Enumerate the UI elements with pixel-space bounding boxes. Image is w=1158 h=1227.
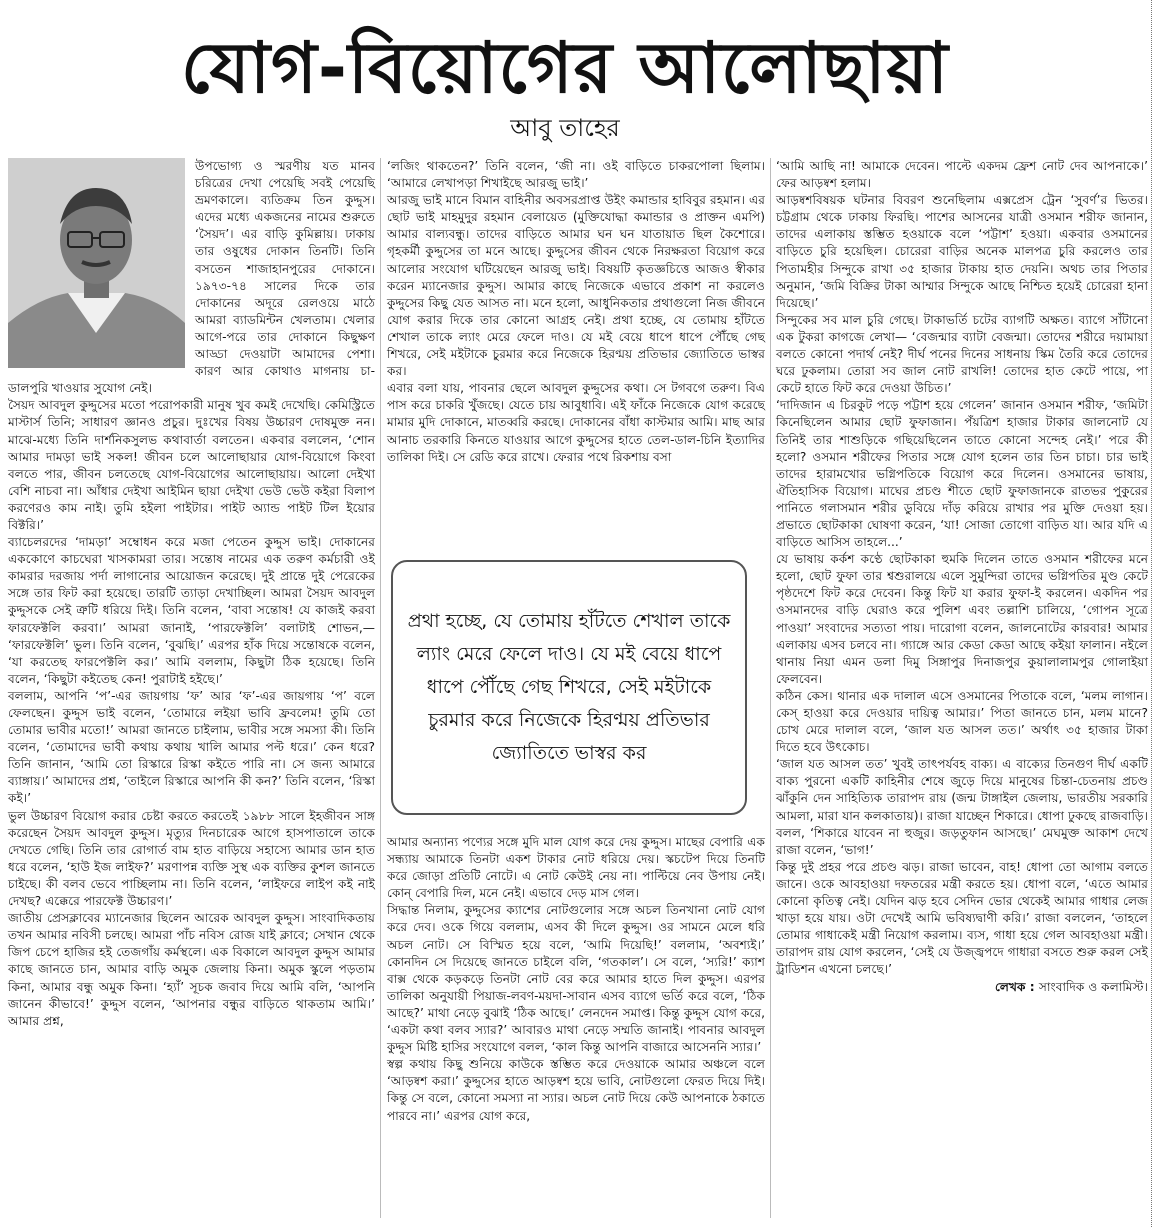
article-column-2-continued: [387, 834, 765, 1125]
paragraph: বললাম, আপনি ‘প’-এর জায়গায় ‘ফ’ আর ‘ফ’-এর জায়গায় ‘প’ বলে ফেলছেন। কুদ্দুস ভাই বলেন, ‘তোমারে লইয়া ভাবি ফ্রবলেম! তুমি তো তোমার ভাবীর মতো!’ আমরা জানতে চাইলাম, ভাবীর সঙ্গে সমস্যা কী। তিনি বলেন, ‘তোমাদের ভাবী কথায় কথায় খালি আমার পল্ট ধরে।’ কেন ধরে? তিনি জানান, ‘আমি তো রিস্কারে রিস্কা কইতে পারি না। সে জন্য আমারে ব্যাঙ্গায়।’ আমাদের প্রশ্ন, ‘তাইলে রিস্কারে আপনি কী কন?’ তিনি বলেন, ‘রিস্কা কই।’: [8, 688, 375, 806]
paragraph: কঠিন কেস। থানার এক দালাল এসে ওসমানের পিতাকে বলে, ‘মলম লাগান। কেস্ হাওয়া করে দেওয়ার দায়িত্ব আমার।’ পিতা জানতে চান, মলম মানে? চোখ মেরে দালাল বলে, ‘জাল যত আসল তত।’ অর্থাৎ ৩৫ হাজার টাকা দিতে হবে উৎকোচ।: [776, 688, 1148, 755]
author-portrait-icon: [8, 158, 185, 368]
headline: যোগ-বিয়োগের আলোছায়া: [181, 27, 949, 109]
article-column-1: [8, 158, 375, 1030]
article-column-3: [776, 158, 1148, 996]
paragraph: আমার অন্যান্য পণ্যের সঙ্গে মুদি মাল যোগ করে দেয় কুদ্দুস। মাছের বেপারি এক সন্ধ্যায় আমাকে তিনটা একশ টাকার নোট ধরিয়ে দেয়। স্কচটেপ দিয়ে তিনটি করে জোড়া প্রতিটি নোটে। এ নোট কেউই নেয় না। পাল্টিয়ে নেব উপায় নেই। কোন্ বেপারি দিল, মনে নেই। এভাবে দেড় মাস গেল।: [387, 835, 765, 901]
paragraph: ‘জাল যত আসল তত’ খুবই তাৎপর্যবহ বাক্য। এ বাক্যের তিনগুণ দীর্ঘ একটি বাক্য পুরনো একটি কাহিনীর শেষে জুড়ে দিয়ে মানুষের চিন্তা-চেতনায় প্রচণ্ড ঝাঁকুনি দেন সাহিত্যিক তারাপদ রায় (জন্ম টাঙ্গাইল জেলায়, ভারতীয় সরকারি আমলা, মারা যান কলকাতায়)। রাজা যাচ্ছেন শিকারে। ধোপা ঢুকছে রাজবাড়ি। বলল, ‘শিকারে যাবেন না হুজুর। জড়তুফান আসছে।’ মেঘমুক্ত আকাশ দেখে রাজা বলেন, ‘ভাগ!’: [776, 757, 1148, 857]
paragraph: আরজু ভাই মানে বিমান বাহিনীর অবসরপ্রাপ্ত উইং কমান্ডার হাবিবুর রহমান। এর ছোট ভাই মাহমুদুর রহমান বেলায়েত (মুক্তিযোদ্ধা কমান্ডার ও প্রাক্তন এমপি) আমার বাল্যবন্ধু। তাদের বাড়িতে আমার ঘন ঘন যাতায়াত ছিল কৈশোরে। গৃহকর্মী কুদ্দুসের তা মনে আছে। কুদ্দুসের জীবন থেকে নিরক্ষরতা বিয়োগ করে আলোর সংযোগ ঘটিয়েছেন আরজু ভাই। বিষয়টি কৃতজ্ঞচিত্তে আজও স্বীকার করেন ম্যানেজার কুদ্দুস। আমার কাছে নিজেকে এভাবে প্রকাশ না করলেও কুদ্দুসের কিছু যেত আসত না। মনে হলো, আধুনিকতার প্রথাগুলো নিজ জীবনে যোগ করার দিকে তার কোনো আগ্রহ নেই। প্রথা হচ্ছে, যে তোমায় হাঁটতে শেখাল তাকে ল্যাং মেরে ফেলে দাও। যে মই বেয়ে ধাপে ধাপে পৌঁছে গেছ শিখরে, সেই মইটাকে চুরমার করে নিজেকে হিরণ্ময় প্রতিভার জ্যোতিতে ভাস্বর কর।: [387, 193, 765, 379]
author-note-value: সাংবাদিক ও কলামিস্ট।: [1038, 979, 1148, 994]
pull-quote-text: প্রথা হচ্ছে, যে তোমায় হাঁটতে শেখাল তাকে ল্যাং মেরে ফেলে দাও। যে মই বেয়ে ধাপে ধাপে পৌঁছে গেছ শিখরে, সেই মইটাকে চুরমার করে নিজেকে হিরণ্ময় প্রতিভার জ্যোতিতে ভাস্বর কর: [407, 610, 731, 764]
paragraph: সিদ্ধান্ত নিলাম, কুদ্দুসের ক্যাশের নোটগুলোর সঙ্গে অচল তিনখানা নোট যোগ করে দেব। ওকে গিয়ে বললাম, এসব কী দিলে কুদ্দুস। ওর সামনে মেলে ধরি অচল নোট। সে বিস্মিত হয়ে বলে, ‘আমি দিয়েছি!’ বললাম, ‘অবশ্যই।’ কোনদিন সে দিয়েছে জানতে চাইলে বলি, ‘গতকাল’। সে বলে, ‘স্যরি!’ ক্যাশ বাক্স থেকে কড়কড়ে তিনটা নোট বের করে আমার হাতে দিল কুদ্দুস। এরপর তালিকা অনুযায়ী পিয়াজ-লবণ-ময়দা-সাবান এসব ব্যাগে ভর্তি করে বলে, ‘ঠিক আছে?’ মাথা নেড়ে বুঝাই ‘ঠিক আছে।’ লেনদেন সমাপ্ত। কিন্তু কুদ্দুস যোগ করে, ‘একটা কথা বলব স্যার?’ আবারও মাথা নেড়ে সম্মতি জানাই। পাবনার আবদুল কুদ্দুস মিষ্টি হাসির সংযোগে বলল, ‘কাল কিন্তু আপনি বাজারে আসেননি স্যার।’: [387, 903, 765, 1055]
paragraph: সৈয়দ আবদুল কুদ্দুসের মতো পরোপকারী মানুষ খুব কমই দেখেছি। কেমিস্ট্রিতে মাস্টার্স তিনি; সাধারণ জ্ঞানও প্রচুর। দুঃখের বিষয় উচ্চারণ দোষমুক্ত নন। মাঝে-মধ্যে তিনি দার্শনিকসুলভ কথাবার্তা বলতেন। একবার বললেন, ‘শোন আমার দামড়া ভাই সকল! জীবন চলে আলোছায়ার যোগ-বিয়োগে কিংবা বলতে পার, জীবন চলতেছে যোগ-বিয়োগের আলোছায়ায়। আলো দেইখা বেশি নাচবা না। আঁধার দেইখা আইমিন ছায়া দেইখা ভেউ ভেউ কইরা বিলাপ করণেরও কাম নাই। তুমি হইলা পাইটার। পাইট অ্যান্ড পাইট টিল ইয়োর বিক্টরি।’: [8, 398, 375, 532]
author-note-label: লেখক :: [994, 979, 1035, 994]
column-rule: [380, 158, 381, 1218]
article-column-2: [387, 158, 765, 466]
page-dotted-border: [1151, 0, 1152, 1227]
paragraph: জাতীয় প্রেসক্লাবের ম্যানেজার ছিলেন আরেক আবদুল কুদ্দুস। সাংবাদিকতায় তখন আমার নবিসী চলছে। আমরা পাঁচ নবিস রোজ যাই ক্লাবে; সেখান থেকে জিপ চেপে হাজির হই তেজগাঁয় কর্মস্থলে। এক বিকালে আবদুল কুদ্দুস আমার কাছে জানতে চান, আমার বাড়ি অমুক জেলায় কিনা। অমুক স্কুলে পড়তাম কিনা, আমার বন্ধু অমুক কিনা। ‘হ্যাঁ’ সূচক জবাব দিয়ে আমি বলি, ‘আপনি জানেন কীভাবে!’ কুদ্দুস বলেন, ‘আপনার বন্ধুর বাড়িতে থাকতাম আমি।’ আমার প্রশ্ন,: [8, 911, 375, 1028]
author-note: [776, 979, 1148, 996]
pull-quote-box: [391, 560, 747, 815]
paragraph: সিন্দুকের সব মাল চুরি গেছে। টাকাভর্তি চটের ব্যাগটি অক্ষত। ব্যাগে সাঁটানো এক টুকরা কাগজে লেখা— ‘বেজন্মার ব্যাটা বেজন্মা। তোদের শরীরে দয়ামায়া বলতে কোনো পদার্থ নেই? দীর্ঘ পনের দিনের সাধনায় স্কিম তৈরি করে তোদের ঘরে ঢুকলাম। তোরা সব জাল নোট রাখলি! তোদের হাত কেটে পায়ে, পা কেটে হাতে ফিট করে দেওয়া উচিত।’: [776, 312, 1148, 396]
paragraph: উপভোগ্য ও স্মরণীয় যত মানব চরিত্রের দেখা পেয়েছি সবই পেয়েছি ভ্রমণকালে। ব্যতিক্রম তিন কুদ্দুস। এদের মধ্যে একজনের নামের শুরুতে ‘সৈয়দ’। এর বাড়ি কুমিল্লায়। ঢাকায় তার ওষুধের দোকান তিনটি। তিনি বসতেন শাজাহানপুরের দোকানে। ১৯৭৩-৭৪ সালের দিকে তার দোকানের অদূরে রেলওয়ে মাঠে আমরা ব্যাডমিন্টন খেলতাম। খেলার আগে-পরে তার দোকানে কিছুক্ষণ আড্ডা দেওয়াটা আমাদের পেশা। কারণ আর কোথাও মাগনায় চা-ডালপুরি খাওয়ার সুযোগ নেই।: [8, 159, 375, 396]
byline: আবু তাহের: [510, 114, 620, 142]
paragraph: আড়ষ্বশবিষয়ক ঘটনার বিবরণ শুনেছিলাম এক্সপ্রেস ট্রেন ‘সুবর্ণ’র ভিতর। চট্টগ্রাম থেকে ঢাকায় ফিরছি। পাশের আসনের যাত্রী ওসমান শরীফ জানান, তাদের এলাকায় স্তম্ভিত হওয়াকে বলে ‘পট্টাশ’ হওয়া। একবার ওসমানের বাড়িতে চুরি হয়েছিল। চোরেরা বাড়ির অনেক মালপত্র চুরি করলেও তার পিতামহীর সিন্দুকে রাখা ৩৫ হাজার টাকায় হাত দেয়নি। অথচ তার পিতার অনুমান, ‘জমি বিক্রির টাকা আম্মার সিন্দুকে আছে নিশ্চিত হয়েই চোরেরা হানা দিয়েছে।’: [776, 193, 1148, 310]
paragraph: ব্যাচেলরদের ‘দামড়া’ সম্বোধন করে মজা পেতেন কুদ্দুস ভাই। দোকানের এককোণে কাচঘেরা খাসকামরা তার। সন্তোষ নামের এক তরুণ কর্মচারী ওই কামরার দরজায় পর্দা লাগানোর আয়োজন করেছে। দুই প্রান্তে দুই পেরেকের সঙ্গে তার ফিট করা হয়েছে। তারটি ত্যাড়া দেখাচ্ছিল। আমরা সৈয়দ আবদুল কুদ্দুসকে সেই ত্রুটি ধরিয়ে দিই। তিনি বলেন, ‘বাবা সন্তোষ! যে কাজই করবা ফারফেক্টলি করবা।’ আমরা জানাই, ‘পারফেক্টলি’ বলাটাই শোভন,— ‘ফারফেক্টলি’ ভুল। তিনি বলেন, ‘বুঝছি।’ এরপর হাঁক দিয়ে সন্তোষকে বলেন, ‘যা করতেছ ফারপেক্টলি কর।’ আমি বললাম, কিছুটা ঠিক হয়েছে। তিনি বলেন, ‘কিছুটা কইতেছ কেন! পুরাটাই হইছে।’: [8, 535, 375, 686]
paragraph: যে ভাষায় কর্কশ কণ্ঠে ছোটকাকা হুমকি দিলেন তাতে ওসমান শরীফের মনে হলো, ছোট ফুফা তার শ্বশুরালয়ে এলে সুমুন্দিরা তাদের ভগ্নিপতির মুণ্ড কেটে পৃষ্ঠদেশে ফিট করে দেবেন। কিন্তু ফিট যা করার ফুফা-ই করলেন। একদিন পর ওসমানদের বাড়ি ঘেরাও করে পুলিশ এবং তল্লাশি চালিয়ে, ‘গোপন সূত্রে পাওয়া’ সংবাদের সত্যতা পায়। দারোগা বলেন, জালনোটের কারবার! আমার এলাকায় এসব চলবে না। গ্যাঙ্গে আর কেডা কেডা আছে কইয়া ফালান। নইলে থানায় নিয়া এমন ডলা দিমু সিঙ্গাপুর দিনাজপুর কুয়ালালামপুর গোলাইয়া ফেলবেন।: [776, 552, 1148, 686]
paragraph: ‘দাদিজান এ চিরকুট পড়ে পট্টাশ হয়ে গেলেন’ জানান ওসমান শরীফ, ‘জমিটা কিনেছিলেন আমার ছোট ফুফাজান। পঁয়ত্রিশ হাজার টাকার জালনোট যে তিনিই তার শাশুড়িকে গছিয়েছিলেন তাতে কোনো সন্দেহ নেই।’ পরে কী হলো? ওসমান শরীফের পিতার সঙ্গে যোগ হলেন তার তিন চাচা। চার ভাই তাদের হারামখোর ভগ্নিপতিকে বিয়োগ করে দিলেন। ওসমানের ভাষায়, ঐতিহাসিক বিয়োগ। মাঘের প্রচণ্ড শীতে ছোট ফুফাজানকে রাতভর পুকুরের পানিতে গলাসমান শরীর ডুবিয়ে দাঁড় করিয়ে রাখার পর মুক্তি দেওয়া হয়। প্রভাতে ছোটকাকা ঘোষণা করেন, ‘যা! সোজা তোগো বাড়িত যা। আর যদি এ বাড়িতে আসিস তাহলে...’: [776, 398, 1148, 550]
paragraph: এবার বলা যায়, পাবনার ছেলে আবদুল কুদ্দুসের কথা। সে টগবগে তরুণ। বিএ পাস করে চাকরি খুঁজছে। যেতে চায় আবুধাবি। এই ফাঁকে নিজেকে যোগ করেছে মামার মুদি দোকানে, মাতব্বরি করছে। দোকানের বাঁধা কাস্টমার আমি। মাছ আর আনাচ তরকারি কিনতে যাওয়ার আগে কুদ্দুসের হাতে তেল-ডাল-চিনি ইত্যাদির তালিকা দিই। সে রেডি করে রাখে। ফেরার পথে রিকশায় বসা: [387, 381, 765, 464]
paragraph: ‘আমি আছি না! আমাকে দেবেন। পাল্টে একদম ফ্রেশ নোট দেব আপনাকে।’ ফের আড়ষ্বশ হলাম।: [776, 159, 1148, 191]
paragraph: ভুল উচ্চারণ বিয়োগ করার চেষ্টা করতে করতেই ১৯৮৮ সালে ইহজীবন সাঙ্গ করেছেন সৈয়দ আবদুল কুদ্দুস। মৃত্যুর দিনচারেক আগে হাসপাতালে তাকে দেখতে গেছি। তিনি তার রোগার্ত বাম হাত বাড়িয়ে সহাস্যে আমার ডান হাত ধরে বলেন, ‘হাউ ইজ লাইফ?’ মরণাপন্ন ব্যক্তি সুস্থ এক ব্যক্তির কুশল জানতে চাইছে। কী বলব ভেবে পাচ্ছিলাম না। তিনি বলেন, ‘লাইফরে লাইপ কই নাই দেখছ? এক্কেরে পারফেক্ট উচ্চারণ।’: [8, 808, 375, 909]
paragraph: ‘লজিং থাকতেন?’ তিনি বলেন, ‘জী না। ওই বাড়িতে চাকরপোলা ছিলাম। ‘আমারে লেখাপড়া শিখাইছে আরজু ভাই।’: [387, 159, 765, 191]
paragraph: স্বল্প কথায় কিছু শুনিয়ে কাউকে স্তম্ভিত করে দেওয়াকে আমার অঞ্চলে বলে ‘আড়ষ্বশ করা।’ কুদ্দুসের হাতে আড়ষ্বশ হয়ে ভাবি, নোটগুলো ফেরত দিয়ে দিই। কিন্তু সে বলে, কোনো সমস্যা না স্যার। অচল নোট দিয়ে কেউ আপনাকে ঠকাতে পারবে না।’ এরপর যোগ করে,: [387, 1057, 765, 1123]
paragraph: কিন্তু দুই প্রহর পরে প্রচণ্ড ঝড়। রাজা ভাবেন, বাহ! ধোপা তো আগাম বলতে জানে। ওকে আবহাওয়া দফতরের মন্ত্রী করতে হয়। ধোপা বলে, ‘এতে আমার কোনো কৃতিত্ব নেই। যেদিন ঝড় হবে সেদিন ভোর থেকেই আমার গাধার লেজ খাড়া হয়ে যায়। ওটা দেখেই আমি ভবিষ্যদ্বাণী করি।’ রাজা বললেন, ‘তাহলে তোমার গাধাকেই মন্ত্রী নিয়োগ করলাম। ব্যস, গাধা হয়ে গেল আবহাওয়া মন্ত্রী। তারাপদ রায় যোগ করলেন, ‘সেই যে উজ্জ্বপদে গাধারা বসতে শুরু করল সেই ট্রাডিশন এখনো চলছে।’: [776, 859, 1148, 977]
column-rule: [770, 158, 771, 1218]
